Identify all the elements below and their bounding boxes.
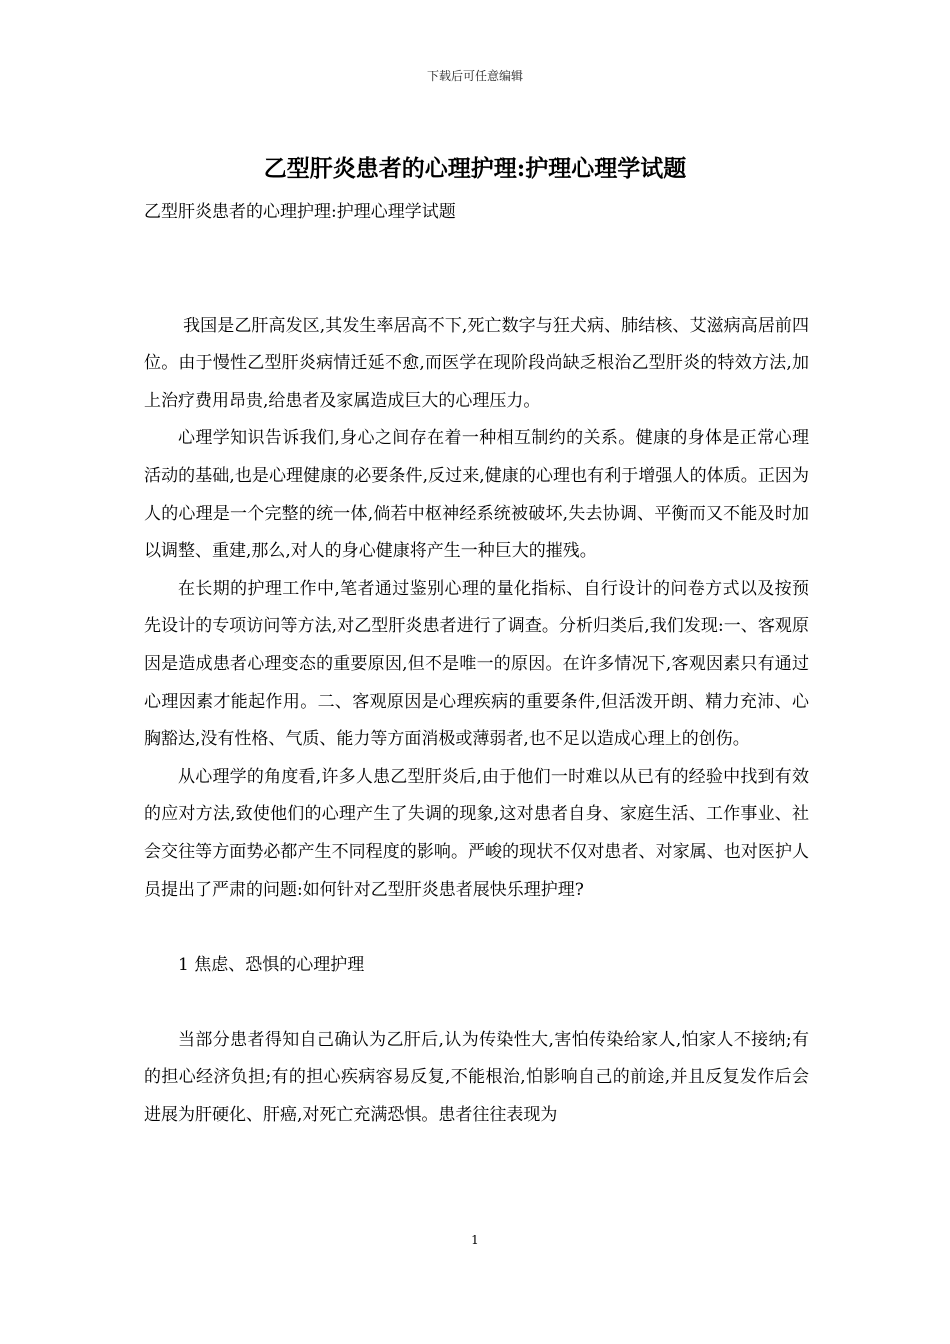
paragraph: 我国是乙肝高发区,其发生率居高不下,死亡数字与狂犬病、肺结核、艾滋病高居前四位。由于慢性乙型肝炎病情迁延不愈,而医学在现阶段尚缺乏根治乙型肝炎的特效方法,加上治疗费用昂贵,给患者及家属造成巨大的心理压力。 xyxy=(144,315,809,411)
section-heading: 1 焦虑、恐惧的心理护理 xyxy=(178,954,365,975)
document-body xyxy=(144,270,809,1135)
paragraph: 当部分患者得知自己确认为乙肝后,认为传染性大,害怕传染给家人,怕家人不接纳;有的担心经济负担;有的担心疾病容易反复,不能根治,怕影响自己的前途,并且反复发作后会进展为肝硬化、肝癌,对死亡充满恐惧。患者往往表现为 xyxy=(144,1029,809,1126)
document-subtitle: 乙型肝炎患者的心理护理:护理心理学试题 xyxy=(144,202,456,222)
document-title: 乙型肝炎患者的心理护理:护理心理学试题 xyxy=(263,155,687,182)
header-note: 下载后可任意编辑 xyxy=(426,69,523,83)
blank-line xyxy=(144,909,809,947)
paragraph: 心理学知识告诉我们,身心之间存在着一种相互制约的关系。健康的身体是正常心理活动的基础,也是心理健康的必要条件,反过来,健康的心理也有利于增强人的体质。正因为人的心理是一个完整的统一体,倘若中枢神经系统被破坏,失去协调、平衡而又不能及时加以调整、重建,那么,对人的身心健康将产生一种巨大的摧残。 xyxy=(144,428,809,562)
blank-line xyxy=(144,270,809,308)
paragraph: 在长期的护理工作中,笔者通过鉴别心理的量化指标、自行设计的问卷方式以及按预先设计的专项访问等方法,对乙型肝炎患者进行了调查。分析归类后,我们发现:一、客观原因是造成患者心理变态的重要原因,但不是唯一的原因。在许多情况下,客观因素只有通过心理因素才能起作用。二、客观原因是心理疾病的重要条件,但活泼开朗、精力充沛、心胸豁达,没有性格、气质、能力等方面消极或薄弱者,也不足以造成心理上的创伤。 xyxy=(144,578,809,750)
blank-line xyxy=(144,984,809,1022)
paragraph: 从心理学的角度看,许多人患乙型肝炎后,由于他们一时难以从已有的经验中找到有效的应对方法,致使他们的心理产生了失调的现象,这对患者自身、家庭生活、工作事业、社会交往等方面势必都产生不同程度的影响。严峻的现状不仅对患者、对家属、也对医护人员提出了严肃的问题:如何针对乙型肝炎患者展快乐理护理? xyxy=(144,766,809,900)
page-number: 1 xyxy=(471,1233,479,1247)
